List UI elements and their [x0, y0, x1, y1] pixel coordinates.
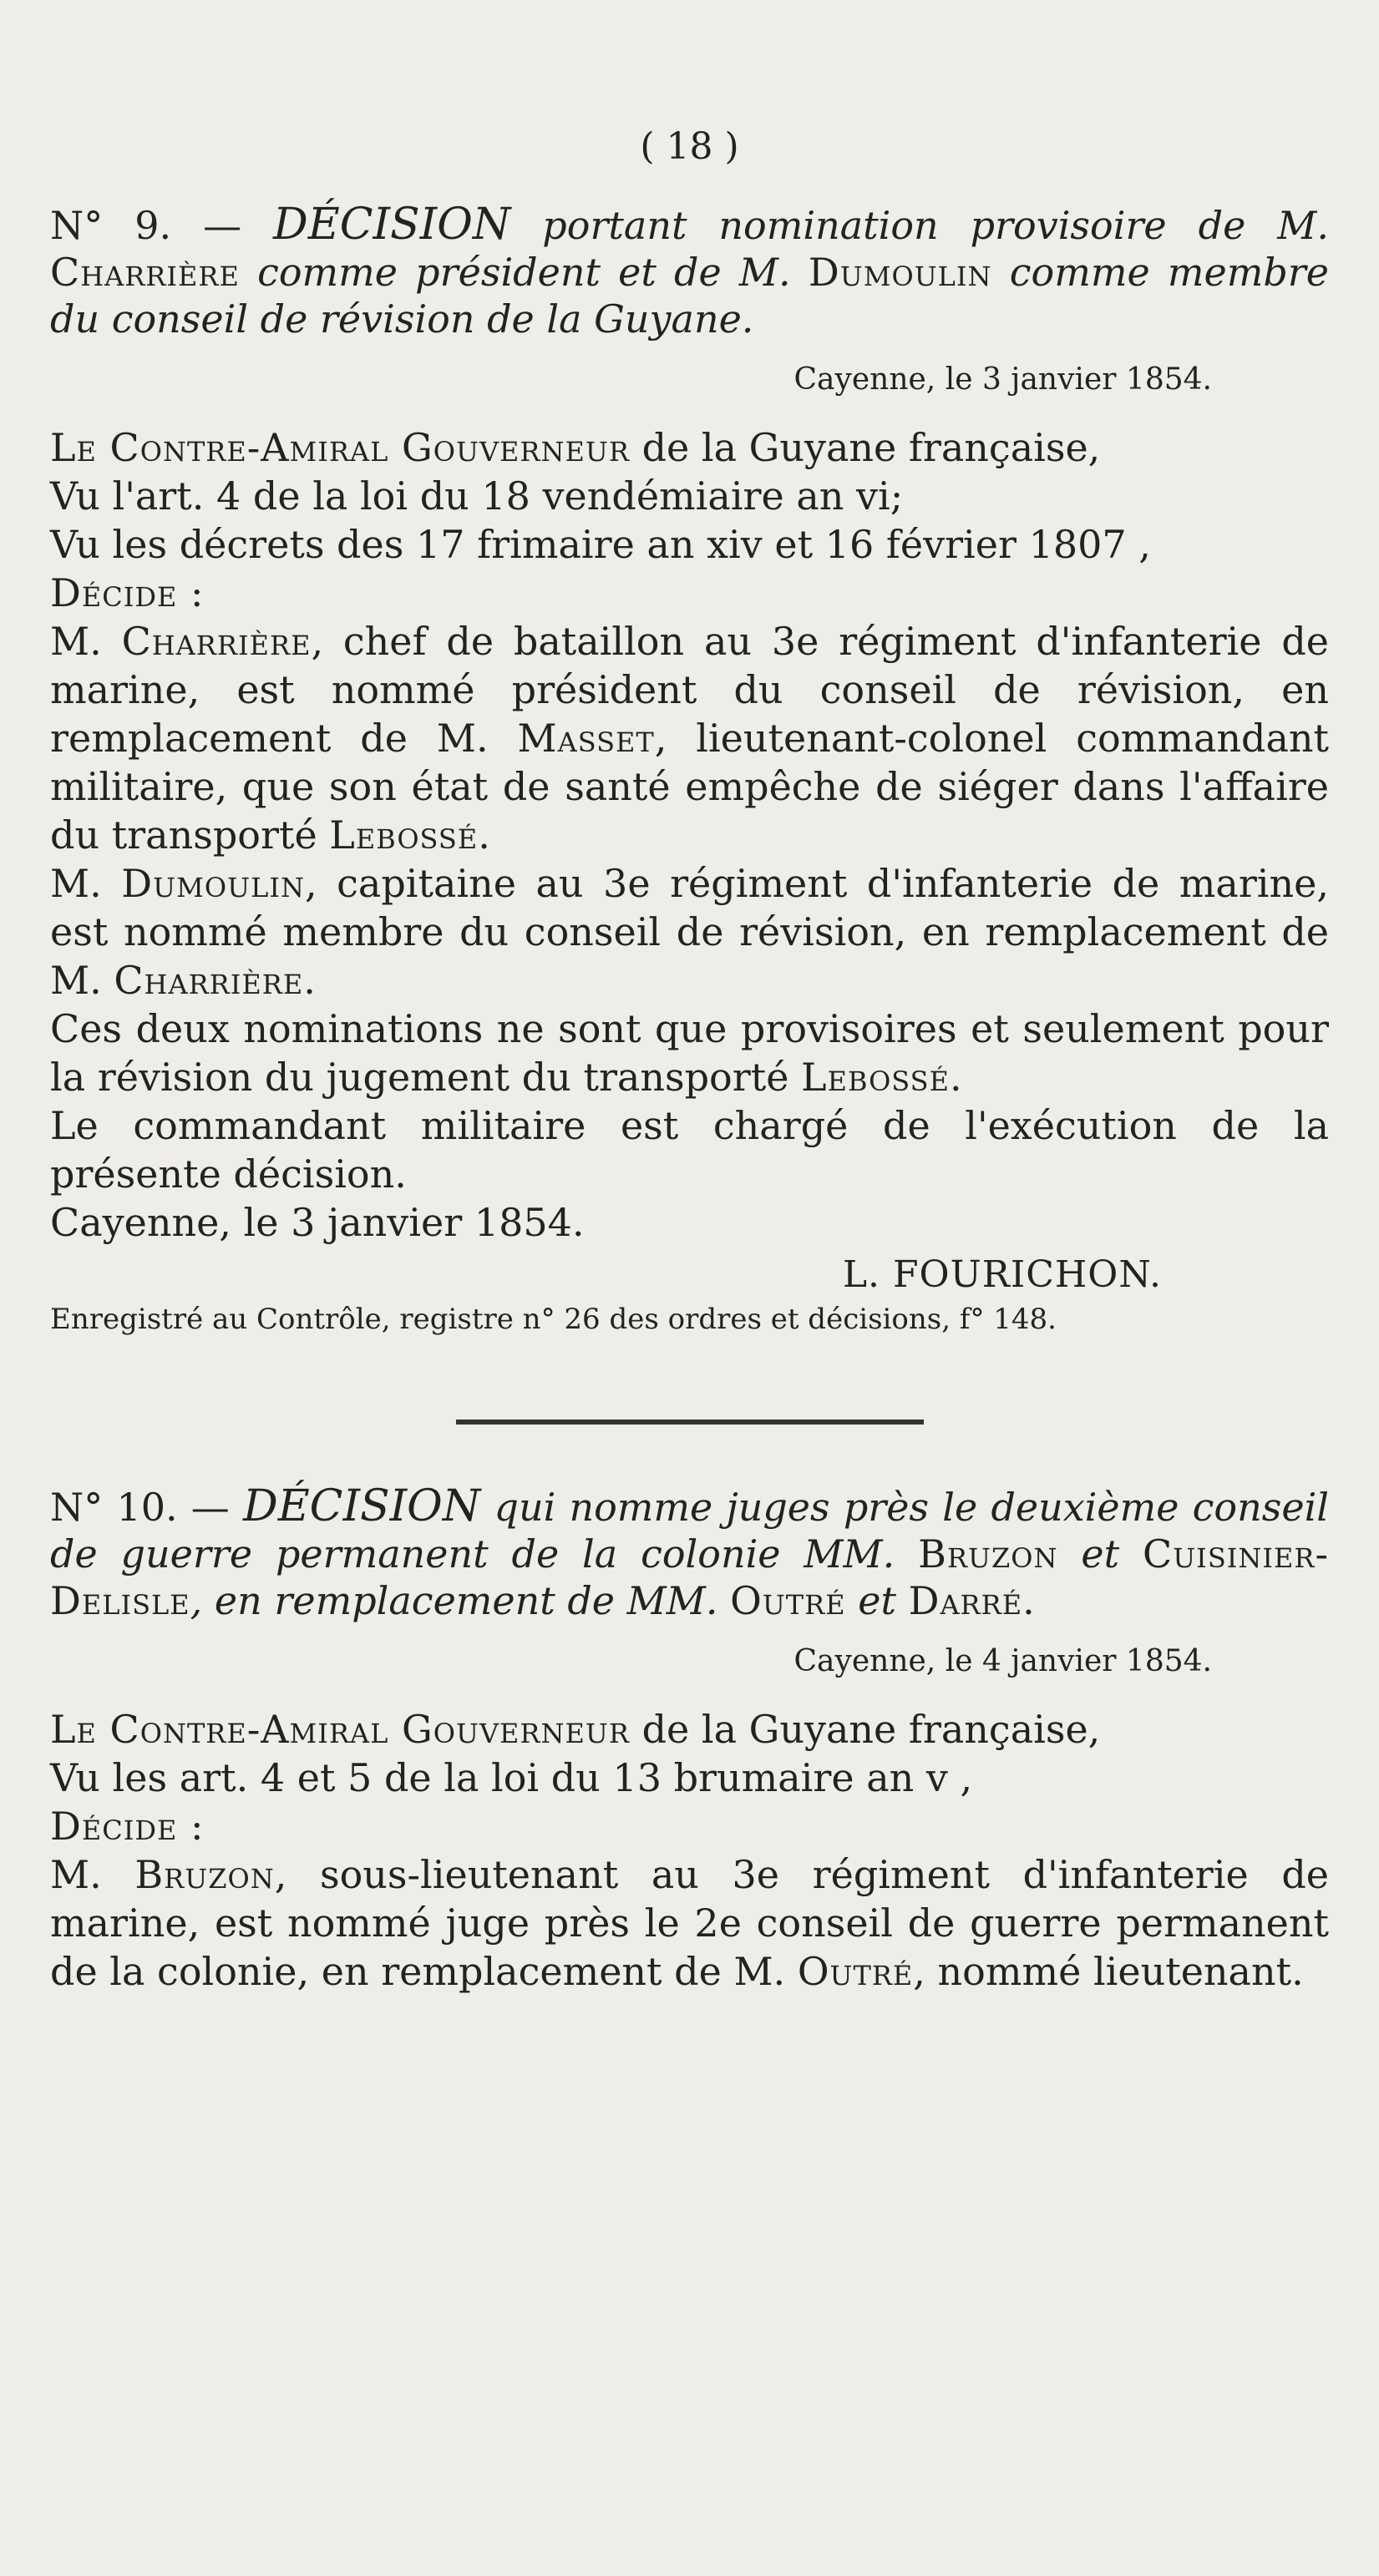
decision-10-article-1: M. Bruzon, sous-lieutenant au 3e régiment d'infanterie de marine, est nommé juge près le 2e conseil de guerre permanent de la colonie, en remplacement de M. Outré, nommé lieutenant.	[50, 1852, 1330, 1994]
decision-10-vu-1: Vu les art. 4 et 5 de la loi du 13 brumaire an v ,	[50, 1755, 973, 1800]
decision-9-date: Cayenne, le 3 janvier 1854.	[793, 362, 1212, 397]
decision-9-title: N° 9. — DÉCISION portant nomination provisoire de M. Charrière comme président et de M. Dumoulin comme membre du conseil de révision de la Guyane.	[50, 200, 1330, 342]
decision-9-authority: Le Contre-Amiral Gouverneur de la Guyane française,	[50, 425, 1101, 470]
decision-9-vu-1: Vu l'art. 4 de la loi du 18 vendémiaire an vi;	[50, 473, 904, 519]
register-note: Enregistré au Contrôle, registre n° 26 des ordres et décisions, f° 148.	[50, 1303, 1057, 1336]
decision-9-article-4: Le commandant militaire est chargé de l'exécution de la présente décision.	[50, 1103, 1329, 1197]
signature: L. FOURICHON.	[842, 1253, 1162, 1296]
decision-9-article-1: M. Charrière, chef de bataillon au 3e régiment d'infanterie de marine, est nommé président du conseil de révision, en remplacement de M. Masset, lieutenant-colonel commandant militaire, que son état de santé empêche de siéger dans l'affaire du transporté Lebossé.	[50, 619, 1329, 858]
decision-9-article-3: Ces deux nominations ne sont que provisoires et seulement pour la révision du jugement du transporté Lebossé.	[50, 1006, 1329, 1100]
decision-10-decide: Décide :	[50, 1804, 205, 1849]
decision-9-vu-2: Vu les décrets des 17 frimaire an xiv et 16 février 1807 ,	[50, 522, 1151, 567]
section-divider	[456, 1420, 924, 1425]
decision-9-closing-date: Cayenne, le 3 janvier 1854.	[50, 1200, 585, 1245]
decision-9-decide: Décide :	[50, 570, 205, 615]
decision-9-article-2: M. Dumoulin, capitaine au 3e régiment d'infanterie de marine, est nommé membre du conseil de révision, en remplacement de M. Charrière.	[50, 861, 1329, 1003]
decision-10-title: N° 10. — DÉCISION qui nomme juges près le deuxième conseil de guerre permanent de la colonie MM. Bruzon et Cuisinier-Delisle, en remplacement de MM. Outré et Darré.	[50, 1481, 1330, 1623]
page-number: ( 18 )	[640, 125, 739, 168]
decision-10-authority: Le Contre-Amiral Gouverneur de la Guyane française,	[50, 1707, 1101, 1752]
decision-10-date: Cayenne, le 4 janvier 1854.	[793, 1644, 1212, 1678]
